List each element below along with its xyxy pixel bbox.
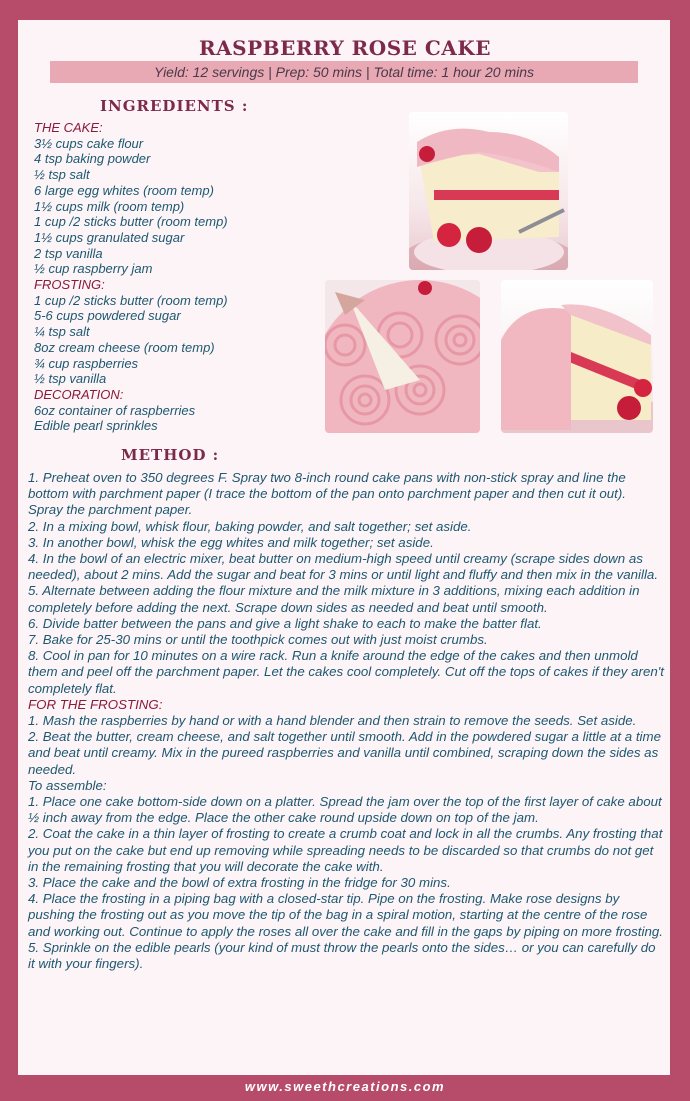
method-step-label: FOR THE FROSTING:	[28, 696, 163, 712]
ingredient-item: ½ tsp salt	[34, 167, 90, 183]
ingredient-item: 5-6 cups powdered sugar	[34, 308, 181, 324]
cake-slice-side-illustration	[501, 280, 653, 433]
ingredient-item: Edible pearl sprinkles	[34, 418, 158, 434]
cake-slice-side-photo	[501, 280, 653, 433]
method-step: 3. In another bowl, whisk the egg whites and milk together; set aside.	[28, 534, 434, 550]
ingredient-item: 1½ cups granulated sugar	[34, 229, 185, 245]
ingredient-item-label: THE CAKE:	[34, 120, 103, 135]
method-step: 5. Alternate between adding the flour mixture and the milk mixture in 3 additions, mixing each addition in completely before adding the next. Scrape down sides as needed and beat until smooth.	[28, 583, 640, 615]
ingredient-item: ¼ tsp salt	[34, 324, 90, 340]
ingredient-item: ½ cup raspberry jam	[34, 261, 153, 277]
ingredient-item: 6 large egg whites (room temp)	[34, 182, 214, 198]
ingredient-item: 2 tsp vanilla	[34, 245, 103, 261]
method-step: 2. Coat the cake in a thin layer of frosting to create a crumb coat and lock in all the crumbs. Any frosting that you put on the cake but end up removing while spreading needs to be discarded so that crumbs do not get in the remaining frosting that you will decorate the cake with.	[28, 826, 663, 874]
ingredients-list	[34, 120, 324, 434]
ingredient-item: 1 cup /2 sticks butter (room temp)	[34, 292, 228, 308]
method-step: 7. Bake for 25-30 mins or until the toothpick comes out with just moist crumbs.	[28, 632, 488, 648]
method-step: 6. Divide batter between the pans and give a light shake to each to make the batter flat.	[28, 615, 542, 631]
cake-slice-illustration	[409, 112, 568, 270]
ingredient-item: 4 tsp baking powder	[34, 151, 151, 167]
ingredient-item: 3½ cups cake flour	[34, 135, 144, 151]
rose-cake-top-photo	[325, 280, 480, 433]
method-step: 8. Cool in pan for 10 minutes on a wire rack. Run a knife around the edge of the cakes and then unmold them and peel off the parchment paper. Let the cakes cool completely. Cut off the tops of cakes if they aren't completely flat.	[28, 648, 664, 696]
ingredient-item: ¾ cup raspberries	[34, 355, 139, 371]
rose-cake-top-illustration	[325, 280, 480, 433]
recipe-meta-band: Yield: 12 servings | Prep: 50 mins | Total time: 1 hour 20 mins	[50, 61, 638, 83]
ingredient-item: 6oz container of raspberries	[34, 402, 196, 418]
ingredients-heading: INGREDIENTS :	[100, 97, 249, 115]
method-step: 5. Sprinkle on the edible pearls (your kind of must throw the pearls onto the sides… or you can carefully do it with your fingers).	[28, 939, 656, 972]
method-step: 4. Place the frosting in a piping bag with a closed-star tip. Pipe on the frosting. Make rose designs by pushing the frosting out as you move the tip of the bag in a spiral motion, starting at the centre of the rose and working out. Continue to apply the roses all over the cake and fill in the gaps by piping on more frosting.	[28, 891, 663, 939]
ingredient-item-label: DECORATION:	[34, 386, 124, 402]
cake-slice-photo	[409, 112, 568, 270]
recipe-title: RASPBERRY ROSE CAKE	[199, 36, 491, 60]
method-steps	[28, 470, 664, 972]
method-step: 1. Mash the raspberries by hand or with a hand blender and then strain to remove the seeds. Set aside.	[28, 713, 637, 729]
method-step: 1. Place one cake bottom-side down on a platter. Spread the jam over the top of the first layer of cake about ½ inch away from the edge. Place the other cake round upside down on top of the jam.	[28, 794, 662, 826]
ingredient-item: 8oz cream cheese (room temp)	[34, 339, 215, 355]
method-step: 3. Place the cake and the bowl of extra frosting in the fridge for 30 mins.	[28, 875, 451, 891]
method-step: 2. In a mixing bowl, whisk flour, baking powder, and salt together; set aside.	[28, 518, 472, 534]
method-step: 4. In the bowl of an electric mixer, beat butter on medium-high speed until creamy (scrape sides down as needed), about 2 mins. Add the sugar and beat for 3 mins or until light and fluffy and then mix in the vanilla.	[28, 551, 659, 583]
method-step: 1. Preheat oven to 350 degrees F. Spray two 8-inch round cake pans with non-stick spray and line the bottom with parchment paper (I trace the bottom of the pan onto parchment paper and then cut it out). Spray the parchment paper.	[28, 470, 626, 518]
ingredient-item-label: FROSTING:	[34, 277, 105, 293]
ingredient-item: 1 cup /2 sticks butter (room temp)	[34, 214, 228, 230]
website-footer: www.sweethcreations.com	[244, 1079, 446, 1094]
ingredient-item: 1½ cups milk (room temp)	[34, 198, 185, 214]
ingredient-item: ½ tsp vanilla	[34, 371, 107, 387]
method-heading: METHOD :	[121, 446, 220, 464]
method-step: 2. Beat the butter, cream cheese, and salt together until smooth. Add in the powdered sugar a little at a time and beat until creamy. Mix in the pureed raspberries and vanilla until combined, scraping down the sides as needed.	[28, 729, 661, 777]
method-step: To assemble:	[28, 777, 107, 793]
